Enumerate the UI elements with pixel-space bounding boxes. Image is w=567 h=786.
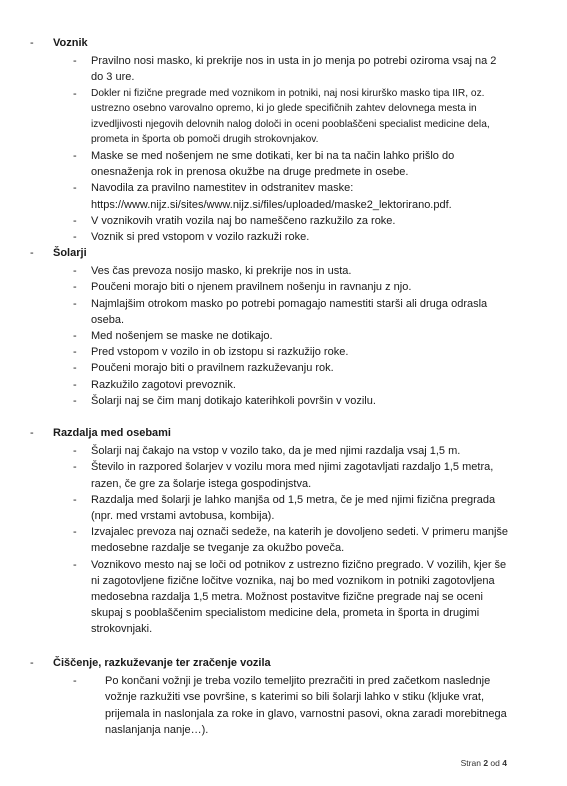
list-item [73, 557, 510, 638]
item-text: Pred vstopom v vozilo in ob izstopu si razkužijo roke. [91, 346, 349, 359]
bullet-list [30, 263, 510, 409]
item-dash: - [73, 394, 77, 407]
list-item [73, 459, 510, 491]
page-prefix: Stran [460, 758, 481, 768]
item-dash: - [73, 461, 77, 474]
item-dash: - [73, 346, 77, 359]
item-dash: - [73, 558, 77, 571]
list-item [73, 86, 510, 148]
item-text: Med nošenjem se maske ne dotikajo. [91, 330, 273, 343]
list-item [73, 344, 510, 360]
item-dash: - [73, 149, 77, 162]
list-item [73, 148, 510, 180]
section-heading [30, 245, 510, 261]
section-dash: - [30, 37, 34, 49]
item-dash: - [73, 445, 77, 458]
item-dash: - [73, 378, 77, 391]
section-title: Voznik [53, 37, 88, 49]
list-item [73, 360, 510, 376]
item-dash: - [73, 214, 77, 227]
item-dash: - [73, 231, 77, 243]
item-text: Poučeni morajo biti o pravilnem razkuževanju rok. [91, 362, 334, 375]
section-heading [30, 425, 510, 441]
list-item [73, 296, 510, 328]
section-razdalja [30, 425, 510, 638]
list-item [73, 229, 510, 245]
list-item [73, 53, 510, 85]
item-text: Navodila za pravilno namestitev in odstranitev maske: https://www.nijz.si/sites/www.nijz.si/files/uploaded/maske2_lektorirano.pdf. [91, 182, 452, 211]
item-text: Najmlajšim otrokom masko po potrebi pomagajo namestiti starši ali druga odrasla oseba. [91, 297, 488, 326]
section-heading [30, 35, 510, 51]
item-text: Ves čas prevoza nosijo masko, ki prekrije nos in usta. [91, 265, 352, 278]
list-item [73, 263, 510, 279]
section-dash: - [30, 657, 34, 669]
item-text: Po končani vožnji je treba vozilo temeljito prezračiti in pred začetkom naslednje vožnje razkužiti vse površine, s katerimi so bili šolarji lahko v stiku (kljuke vrat, prijemala in naslonjala za roke in glavo, varnostni pasovi, okna zaradi morebitnega naslanjanja nanje…). [105, 675, 507, 736]
item-text: Voznik si pred vstopom v vozilo razkuži roke. [91, 231, 310, 243]
item-dash: - [73, 362, 77, 375]
item-dash: - [73, 55, 77, 68]
section-solarji [30, 245, 510, 409]
item-text: Razkužilo zagotovi prevoznik. [91, 378, 236, 391]
list-item [73, 443, 510, 459]
item-dash: - [73, 297, 77, 310]
bullet-list [30, 673, 510, 738]
item-dash: - [73, 265, 77, 278]
section-dash: - [30, 247, 34, 259]
list-item [73, 673, 510, 738]
section-title: Čiščenje, razkuževanje ter zračenje vozila [53, 657, 271, 669]
item-text: V voznikovih vratih vozila naj bo nameščeno razkužilo za roke. [91, 214, 396, 227]
list-item [73, 524, 510, 556]
item-text: Voznikovo mesto naj se loči od potnikov z ustrezno fizično pregrado. V vozilih, kjer še ni zagotovljene fizične ločitve voznika, naj bo med voznikom in potniki zagotovljena medosebna razdalja 1,5 metra. Možnost postavitve fizične pregrade naj se oceni skupaj s pooblaščenim specialistom medicine dela, prometa in športa in drugimi strokovnjaki. [91, 558, 507, 636]
item-text: Poučeni morajo biti o njenem pravilnem nošenju in ravnanju z njo. [91, 281, 412, 294]
section-ciscenje [30, 655, 510, 738]
page-of: od [490, 758, 500, 768]
list-item [73, 393, 510, 409]
section-title: Šolarji [53, 247, 87, 259]
item-dash: - [73, 182, 77, 195]
item-dash: - [73, 493, 77, 506]
section-dash: - [30, 427, 34, 439]
list-item [73, 328, 510, 344]
item-text: Maske se med nošenjem ne sme dotikati, ker bi na ta način lahko prišlo do onesnaženja rok in prenosa okužbe na druge predmete in osebe. [91, 149, 455, 179]
item-text: Šolarji naj se čim manj dotikajo katerihkoli površin v vozilu. [91, 394, 376, 407]
list-item [73, 492, 510, 524]
item-text: Število in razpored šolarjev v vozilu mora med njimi zagotavljati razdaljo 1,5 metra, razen, če gre za šolarje istega gospodinjstva. [91, 461, 494, 490]
bullet-list [30, 443, 510, 637]
item-dash: - [73, 330, 77, 343]
item-text: Pravilno nosi masko, ki prekrije nos in usta in jo menja po potrebi oziroma vsaj na 2 do 3 ure. [91, 55, 497, 84]
item-dash: - [73, 281, 77, 294]
item-dash: - [73, 675, 77, 688]
total-pages: 4 [502, 758, 507, 768]
section-title: Razdalja med osebami [53, 427, 171, 439]
item-text: Izvajalec prevoza naj označi sedeže, na katerih je dovoljeno sedeti. V primeru manjše medosebne razdalje se tveganje za okužbo poveča. [91, 526, 509, 555]
list-item [73, 279, 510, 295]
list-item [73, 180, 510, 212]
list-item [73, 377, 510, 393]
item-text: Šolarji naj čakajo na vstop v vozilo tako, da je med njimi razdalja vsaj 1,5 m. [91, 445, 461, 458]
list-item [73, 213, 510, 229]
page-number [461, 755, 507, 771]
section-heading [30, 655, 510, 671]
item-dash: - [73, 87, 77, 100]
item-text: Razdalja med šolarji je lahko manjša od 1,5 metra, če je med njimi fizična pregrada (npr. med vrstami avtobusa, kombija). [91, 493, 496, 523]
bullet-list [30, 53, 510, 245]
item-text: Dokler ni fizične pregrade med voznikom in potniki, naj nosi kirurško masko tipa IIR, oz. ustrezno osebno varovalno opremo, ki jo glede specifičnih zahtev delovnega mesta in izvedljivosti njegovih delovnih nalog določi in oceni pooblaščeni specialist medicine dela, prometa in športa ob pomoči drugih strokovnjakov. [91, 87, 490, 146]
current-page: 2 [483, 758, 489, 768]
section-voznik [30, 35, 510, 245]
item-dash: - [73, 526, 77, 539]
